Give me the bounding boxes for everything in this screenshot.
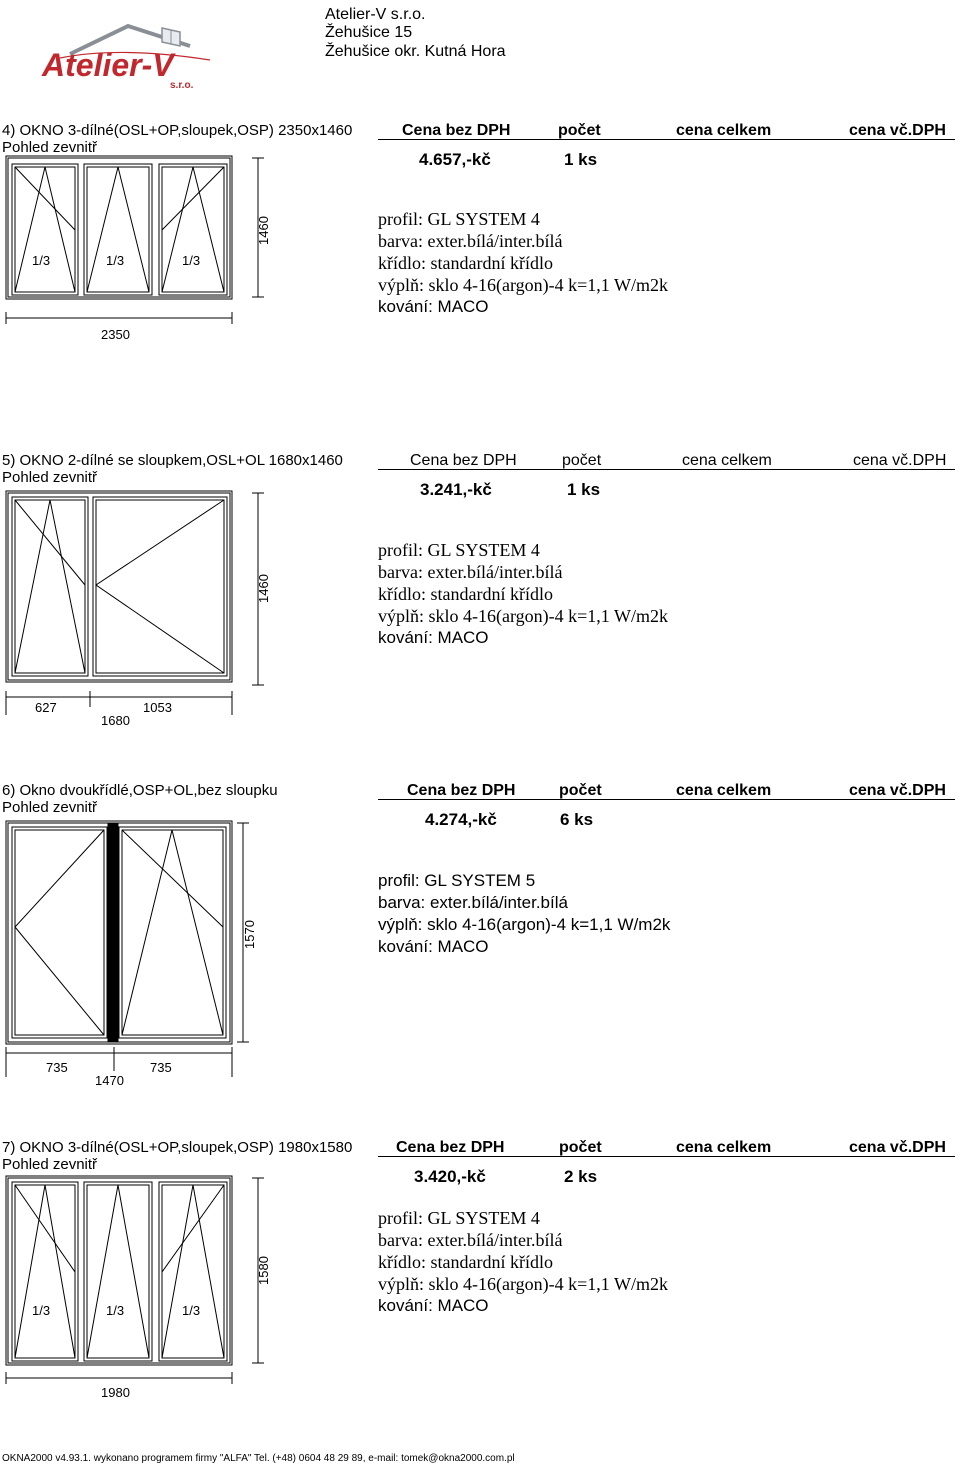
- item-qty: 6 ks: [560, 810, 594, 829]
- item-qty: 1 ks: [567, 480, 601, 499]
- spec-color: barva: exter.bílá/inter.bílá: [378, 231, 563, 251]
- item-title: 7) OKNO 3-dílné(OSL+OP,sloupek,OSP) 1980x1580: [2, 1139, 353, 1156]
- spec-profile: profil: GL SYSTEM 4: [378, 209, 540, 229]
- logo-graphic: [30, 20, 240, 90]
- item-price: 3.420,-kč: [414, 1167, 486, 1186]
- spec-hardware: kování: MACO: [378, 297, 489, 316]
- item-view: Pohled zevnitř: [2, 1156, 98, 1173]
- item-price: 3.241,-kč: [420, 480, 492, 499]
- height-label: 1580: [256, 1256, 271, 1285]
- spec-hardware: kování: MACO: [378, 937, 489, 956]
- col-total: cena celkem: [676, 782, 772, 799]
- spec-sash: křídlo: standardní křídlo: [378, 253, 553, 273]
- item-qty: 1 ks: [564, 150, 598, 169]
- col-total-vat: cena vč.DPH: [853, 452, 947, 469]
- spec-glazing: výplň: sklo 4-16(argon)-4 k=1,1 W/m2k: [378, 606, 668, 626]
- spec-color: barva: exter.bílá/inter.bílá: [378, 1230, 563, 1250]
- item-price: 4.657,-kč: [419, 150, 491, 169]
- col-total-vat: cena vč.DPH: [849, 122, 946, 139]
- col-price: Cena bez DPH: [410, 452, 517, 469]
- item-qty: 2 ks: [564, 1167, 598, 1186]
- width-label: 1470: [95, 1073, 124, 1088]
- col-price: Cena bez DPH: [396, 1139, 505, 1156]
- part-label: 1/3: [182, 1303, 201, 1318]
- spec-glazing: výplň: sklo 4-16(argon)-4 k=1,1 W/m2k: [378, 1274, 668, 1294]
- width-label: 2350: [101, 327, 130, 342]
- spec-profile: profil: GL SYSTEM 5: [378, 871, 536, 890]
- col-qty: počet: [559, 1139, 602, 1156]
- col-qty: počet: [562, 452, 602, 469]
- window-drawing-5: [0, 485, 290, 745]
- header-rule: [378, 469, 955, 470]
- logo-text: Atelier-V: [42, 47, 174, 83]
- spec-sash: křídlo: standardní křídlo: [378, 1252, 553, 1272]
- spec-profile: profil: GL SYSTEM 4: [378, 540, 540, 560]
- col-total: cena celkem: [676, 1139, 772, 1156]
- col-qty: počet: [558, 122, 601, 139]
- part-label: 1/3: [32, 253, 51, 268]
- window-drawing-7: [0, 1170, 290, 1410]
- company-logo: [30, 20, 240, 90]
- footer-text: OKNA2000 v4.93.1. wykonano programem firmy "ALFA" Tel. (+48) 0604 48 29 89, e-mail: tomek@okna2000.com.pl: [2, 1453, 515, 1464]
- item-view: Pohled zevnitř: [2, 139, 98, 156]
- company-name: Atelier-V s.r.o.: [325, 6, 426, 23]
- part-label: 1/3: [182, 253, 201, 268]
- item-view: Pohled zevnitř: [2, 469, 98, 486]
- part-label: 1/3: [106, 1303, 125, 1318]
- item-title: 4) OKNO 3-dílné(OSL+OP,sloupek,OSP) 2350x1460: [2, 122, 353, 139]
- spec-color: barva: exter.bílá/inter.bílá: [378, 562, 563, 582]
- col-qty: počet: [559, 782, 602, 799]
- item-view: Pohled zevnitř: [2, 799, 98, 816]
- spec-profile: profil: GL SYSTEM 4: [378, 1208, 540, 1228]
- part-label: 735: [150, 1060, 172, 1075]
- item-price: 4.274,-kč: [425, 810, 497, 829]
- width-label: 1680: [101, 713, 130, 728]
- window-drawing-4: [0, 150, 290, 350]
- col-total-vat: cena vč.DPH: [849, 782, 946, 799]
- company-street: Žehušice 15: [325, 24, 413, 41]
- part-label: 1/3: [32, 1303, 51, 1318]
- col-total: cena celkem: [676, 122, 772, 139]
- spec-glazing: výplň: sklo 4-16(argon)-4 k=1,1 W/m2k: [378, 275, 668, 295]
- spec-glazing: výplň: sklo 4-16(argon)-4 k=1,1 W/m2k: [378, 915, 671, 934]
- item-title: 5) OKNO 2-dílné se sloupkem,OSL+OL 1680x1460: [2, 452, 343, 469]
- width-label: 1980: [101, 1385, 130, 1400]
- col-total: cena celkem: [682, 452, 772, 469]
- part-label: 735: [46, 1060, 68, 1075]
- item-title: 6) Okno dvoukřídlé,OSP+OL,bez sloupku: [2, 782, 278, 799]
- window-drawing-6: [0, 815, 290, 1095]
- col-price: Cena bez DPH: [402, 122, 511, 139]
- col-total-vat: cena vč.DPH: [849, 1139, 946, 1156]
- header-rule: [378, 139, 955, 140]
- part-label: 627: [35, 700, 57, 715]
- company-city: Žehušice okr. Kutná Hora: [325, 43, 506, 60]
- height-label: 1460: [256, 216, 271, 245]
- col-price: Cena bez DPH: [407, 782, 516, 799]
- part-label: 1/3: [106, 253, 125, 268]
- spec-sash: křídlo: standardní křídlo: [378, 584, 553, 604]
- height-label: 1570: [242, 920, 257, 949]
- logo-sub: s.r.o.: [170, 80, 194, 91]
- header-rule: [378, 1156, 955, 1157]
- part-label: 1053: [143, 700, 172, 715]
- spec-hardware: kování: MACO: [378, 1296, 489, 1315]
- header-rule: [378, 799, 955, 800]
- spec-hardware: kování: MACO: [378, 628, 489, 647]
- height-label: 1460: [256, 574, 271, 603]
- spec-color: barva: exter.bílá/inter.bílá: [378, 893, 568, 912]
